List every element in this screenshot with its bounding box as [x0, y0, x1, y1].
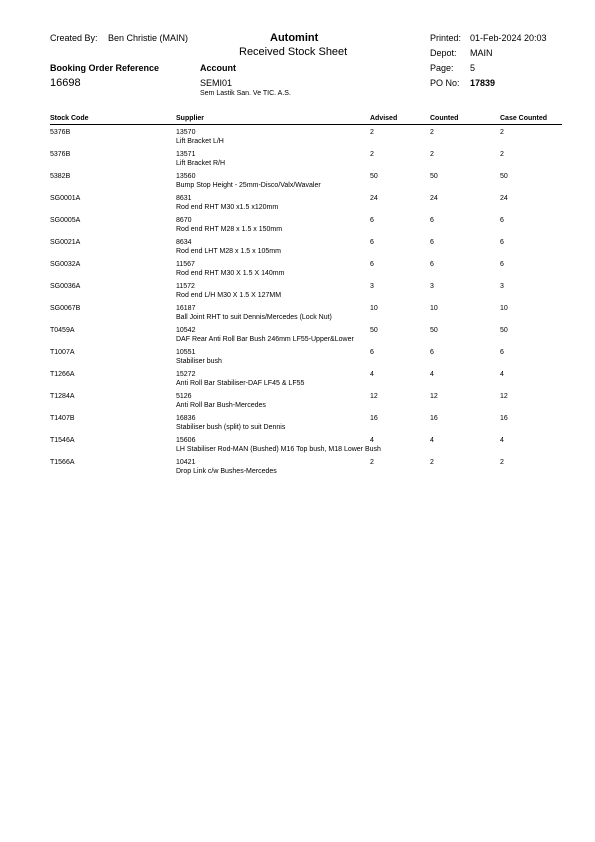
counted-cell: 2	[430, 129, 434, 136]
po-label: PO No:	[430, 78, 460, 88]
stock-code-cell: T1284A	[50, 393, 75, 400]
case-counted-cell: 2	[500, 129, 504, 136]
advised-cell: 6	[370, 239, 374, 246]
table-row	[50, 261, 562, 283]
case-counted-cell: 50	[500, 173, 508, 180]
column-header-stock-code: Stock Code	[50, 115, 89, 122]
created-by-label: Created By:	[50, 33, 98, 43]
advised-cell: 6	[370, 349, 374, 356]
table-row	[50, 371, 562, 393]
counted-cell: 50	[430, 173, 438, 180]
advised-cell: 2	[370, 459, 374, 466]
supplier-part-cell: 16836	[176, 415, 196, 422]
stock-code-cell: SG0021A	[50, 239, 81, 246]
case-counted-cell: 3	[500, 283, 504, 290]
supplier-part-cell: 15272	[176, 371, 196, 378]
booking-reference-label: Booking Order Reference	[50, 63, 160, 73]
counted-cell: 2	[430, 459, 434, 466]
stock-code-cell: T1266A	[50, 371, 75, 378]
column-header-counted: Counted	[430, 115, 459, 122]
stock-code-cell: 5382B	[50, 173, 71, 180]
advised-cell: 3	[370, 283, 374, 290]
advised-cell: 50	[370, 173, 378, 180]
supplier-part-cell: 10551	[176, 349, 196, 356]
case-counted-cell: 6	[500, 261, 504, 268]
table-row	[50, 305, 562, 327]
booking-reference-value: 16698	[50, 77, 81, 89]
description-cell: Anti Roll Bar Bush-Mercedes	[176, 402, 266, 409]
description-cell: Rod end RHT M30 x1.5 x120mm	[176, 204, 279, 211]
table-row	[50, 195, 562, 217]
supplier-part-cell: 13570	[176, 129, 196, 136]
counted-cell: 2	[430, 151, 434, 158]
supplier-part-cell: 10542	[176, 327, 196, 334]
supplier-part-cell: 15606	[176, 437, 196, 444]
table-row	[50, 283, 562, 305]
stock-code-cell: SG0036A	[50, 283, 81, 290]
counted-cell: 50	[430, 327, 438, 334]
description-cell: Lift Bracket L/H	[176, 138, 224, 145]
account-name: Sem Lastik San. Ve TIC. A.S.	[200, 90, 291, 97]
table-row	[50, 239, 562, 261]
document-title: Received Stock Sheet	[239, 46, 348, 58]
table-row	[50, 415, 562, 437]
po-value: 17839	[470, 78, 496, 88]
page-value: 5	[470, 63, 476, 73]
supplier-part-cell: 16187	[176, 305, 196, 312]
description-cell: Lift Bracket R/H	[176, 160, 226, 167]
description-cell: Stabiliser bush	[176, 358, 222, 365]
table-row	[50, 349, 562, 371]
stock-code-cell: SG0001A	[50, 195, 81, 202]
description-cell: Bump Stop Height - 25mm-Disco/Valx/Wavaler	[176, 182, 321, 189]
counted-cell: 16	[430, 415, 438, 422]
supplier-part-cell: 10421	[176, 459, 196, 466]
supplier-part-cell: 8634	[176, 239, 192, 246]
column-header-supplier: Supplier	[176, 115, 205, 122]
company-name: Automint	[270, 32, 319, 44]
description-cell: Rod end RHT M28 x 1.5 x 150mm	[176, 226, 283, 233]
stock-code-cell: 5376B	[50, 129, 71, 136]
printed-value: 01-Feb-2024 20:03	[470, 33, 547, 43]
advised-cell: 2	[370, 151, 374, 158]
description-cell: Anti Roll Bar Stabiliser-DAF LF45 & LF55	[176, 380, 305, 387]
case-counted-cell: 4	[500, 371, 504, 378]
stock-code-cell: T1007A	[50, 349, 75, 356]
description-cell: Stabiliser bush (split) to suit Dennis	[176, 424, 286, 431]
advised-cell: 50	[370, 327, 378, 334]
counted-cell: 10	[430, 305, 438, 312]
account-label: Account	[200, 63, 236, 73]
supplier-part-cell: 11572	[176, 283, 195, 290]
depot-value: MAIN	[470, 48, 493, 58]
case-counted-cell: 24	[500, 195, 508, 202]
header-divider	[50, 124, 562, 125]
counted-cell: 6	[430, 349, 434, 356]
counted-cell: 6	[430, 239, 434, 246]
table-row	[50, 217, 562, 239]
stock-code-cell: T1566A	[50, 459, 75, 466]
stock-code-cell: T0459A	[50, 327, 75, 334]
stock-code-cell: SG0032A	[50, 261, 81, 268]
stock-code-cell: T1546A	[50, 437, 75, 444]
supplier-part-cell: 11567	[176, 261, 195, 268]
supplier-part-cell: 13560	[176, 173, 196, 180]
counted-cell: 12	[430, 393, 438, 400]
table-row	[50, 129, 562, 151]
table-row	[50, 459, 562, 481]
case-counted-cell: 2	[500, 459, 504, 466]
depot-label: Depot:	[430, 48, 457, 58]
advised-cell: 6	[370, 217, 374, 224]
advised-cell: 16	[370, 415, 378, 422]
counted-cell: 24	[430, 195, 438, 202]
table-row	[50, 437, 562, 459]
counted-cell: 3	[430, 283, 434, 290]
stock-code-cell: SG0005A	[50, 217, 81, 224]
column-header-advised: Advised	[370, 115, 398, 122]
table-row	[50, 393, 562, 415]
supplier-part-cell: 8670	[176, 217, 192, 224]
supplier-part-cell: 13571	[176, 151, 196, 158]
advised-cell: 24	[370, 195, 378, 202]
stock-code-cell: 5376B	[50, 151, 71, 158]
stock-code-cell: T1407B	[50, 415, 75, 422]
case-counted-cell: 6	[500, 349, 504, 356]
stock-code-cell: SG0067B	[50, 305, 81, 312]
case-counted-cell: 6	[500, 239, 504, 246]
page-label: Page:	[430, 63, 454, 73]
created-by-value: Ben Christie (MAIN)	[108, 33, 189, 43]
description-cell: DAF Rear Anti Roll Bar Bush 246mm LF55-Upper&Lower	[176, 336, 354, 343]
counted-cell: 4	[430, 437, 434, 444]
advised-cell: 10	[370, 305, 378, 312]
description-cell: Rod end LHT M28 x 1.5 x 105mm	[176, 248, 281, 255]
description-cell: LH Stabiliser Rod-MAN (Bushed) M16 Top bush, M18 Lower Bush	[176, 446, 381, 453]
case-counted-cell: 2	[500, 151, 504, 158]
advised-cell: 2	[370, 129, 374, 136]
case-counted-cell: 12	[500, 393, 508, 400]
case-counted-cell: 16	[500, 415, 508, 422]
table-row	[50, 327, 562, 349]
table-row	[50, 173, 562, 195]
counted-cell: 6	[430, 217, 434, 224]
case-counted-cell: 6	[500, 217, 504, 224]
supplier-part-cell: 8631	[176, 195, 192, 202]
advised-cell: 4	[370, 437, 374, 444]
advised-cell: 6	[370, 261, 374, 268]
account-code: SEMI01	[200, 78, 233, 88]
description-cell: Drop Link c/w Bushes-Mercedes	[176, 468, 277, 475]
case-counted-cell: 4	[500, 437, 504, 444]
description-cell: Rod end RHT M30 X 1.5 X 140mm	[176, 270, 285, 277]
printed-label: Printed:	[430, 33, 462, 43]
supplier-part-cell: 5126	[176, 393, 192, 400]
counted-cell: 4	[430, 371, 434, 378]
counted-cell: 6	[430, 261, 434, 268]
table-row	[50, 151, 562, 173]
description-cell: Rod end L/H M30 X 1.5 X 127MM	[176, 292, 282, 299]
advised-cell: 12	[370, 393, 378, 400]
column-header-case-counted: Case Counted	[500, 115, 548, 122]
advised-cell: 4	[370, 371, 374, 378]
case-counted-cell: 10	[500, 305, 508, 312]
case-counted-cell: 50	[500, 327, 508, 334]
description-cell: Ball Joint RHT to suit Dennis/Mercedes (Lock Nut)	[176, 314, 332, 321]
